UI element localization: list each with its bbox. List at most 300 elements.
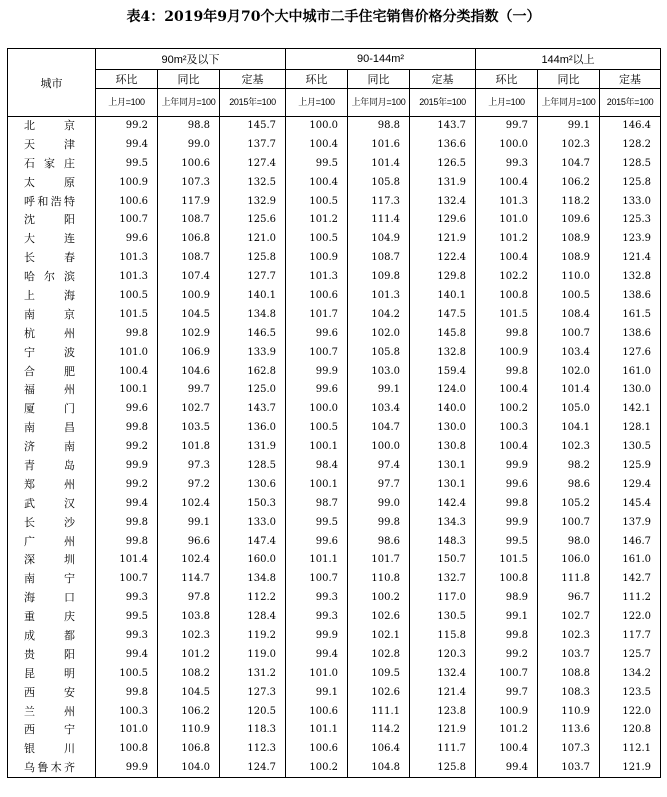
city-name: 银川 — [8, 740, 96, 759]
index-value: 100.4 — [476, 249, 538, 268]
index-value: 134.3 — [410, 513, 476, 532]
index-value: 118.3 — [220, 721, 286, 740]
index-value: 102.9 — [158, 324, 220, 343]
index-value: 100.6 — [286, 702, 348, 721]
table-row — [8, 683, 661, 702]
index-value: 99.3 — [96, 627, 158, 646]
index-value: 124.7 — [220, 759, 286, 778]
index-value: 102.7 — [158, 400, 220, 419]
index-value: 137.9 — [600, 513, 661, 532]
index-value: 102.3 — [538, 438, 600, 457]
city-name: 大连 — [8, 230, 96, 249]
index-value: 101.0 — [96, 343, 158, 362]
index-value: 99.6 — [96, 400, 158, 419]
table-row — [8, 268, 661, 287]
index-value: 104.6 — [158, 362, 220, 381]
city-name: 上海 — [8, 287, 96, 306]
index-value: 99.9 — [96, 759, 158, 778]
index-value: 100.4 — [96, 362, 158, 381]
table-row — [8, 513, 661, 532]
index-value: 101.0 — [286, 664, 348, 683]
index-value: 136.6 — [410, 135, 476, 154]
sub-header-mom: 环比 — [476, 70, 538, 89]
index-value: 117.3 — [348, 192, 410, 211]
city-name: 海口 — [8, 589, 96, 608]
index-value: 100.9 — [476, 343, 538, 362]
index-value: 146.7 — [600, 532, 661, 551]
index-value: 104.7 — [348, 419, 410, 438]
index-value: 140.0 — [410, 400, 476, 419]
table-row — [8, 324, 661, 343]
index-value: 100.1 — [286, 438, 348, 457]
index-value: 99.5 — [286, 154, 348, 173]
index-value: 106.8 — [158, 230, 220, 249]
index-value: 101.7 — [348, 551, 410, 570]
index-value: 125.3 — [600, 211, 661, 230]
index-value: 108.7 — [158, 211, 220, 230]
index-value: 103.7 — [538, 645, 600, 664]
index-value: 100.4 — [476, 740, 538, 759]
index-value: 99.8 — [476, 324, 538, 343]
city-name: 郑州 — [8, 475, 96, 494]
city-name: 广州 — [8, 532, 96, 551]
index-value: 99.0 — [158, 135, 220, 154]
index-value: 130.6 — [220, 475, 286, 494]
index-value: 99.8 — [96, 683, 158, 702]
index-value: 107.3 — [158, 173, 220, 192]
index-value: 99.7 — [158, 381, 220, 400]
group-header-medium: 90-144m² — [286, 49, 476, 70]
index-value: 109.8 — [348, 268, 410, 287]
index-value: 99.9 — [476, 457, 538, 476]
index-value: 130.0 — [600, 381, 661, 400]
index-value: 100.5 — [286, 230, 348, 249]
index-value: 101.2 — [476, 721, 538, 740]
index-value: 100.2 — [348, 589, 410, 608]
index-value: 114.2 — [348, 721, 410, 740]
base-label-prev-month: 上月=100 — [476, 89, 538, 117]
index-value: 142.1 — [600, 400, 661, 419]
index-value: 106.2 — [158, 702, 220, 721]
index-value: 100.6 — [286, 740, 348, 759]
index-value: 112.1 — [600, 740, 661, 759]
index-value: 99.9 — [96, 457, 158, 476]
index-value: 111.8 — [538, 570, 600, 589]
city-name: 呼和浩特 — [8, 192, 96, 211]
index-value: 100.9 — [96, 173, 158, 192]
index-value: 100.7 — [538, 513, 600, 532]
index-value: 101.4 — [348, 154, 410, 173]
index-value: 137.7 — [220, 135, 286, 154]
index-value: 104.2 — [348, 305, 410, 324]
index-value: 106.0 — [538, 551, 600, 570]
index-value: 97.8 — [158, 589, 220, 608]
index-value: 121.9 — [410, 721, 476, 740]
index-value: 101.5 — [476, 305, 538, 324]
index-value: 112.2 — [220, 589, 286, 608]
index-value: 143.7 — [410, 117, 476, 136]
city-name: 福州 — [8, 381, 96, 400]
index-value: 99.3 — [286, 589, 348, 608]
table-title: 表4：2019年9月70个大中城市二手住宅销售价格分类指数（一） — [126, 9, 541, 25]
index-value: 107.4 — [158, 268, 220, 287]
index-value: 118.2 — [538, 192, 600, 211]
index-value: 96.6 — [158, 532, 220, 551]
index-value: 100.9 — [476, 702, 538, 721]
index-value: 159.4 — [410, 362, 476, 381]
index-value: 111.4 — [348, 211, 410, 230]
index-value: 98.4 — [286, 457, 348, 476]
index-value: 147.4 — [220, 532, 286, 551]
index-value: 99.0 — [348, 494, 410, 513]
index-value: 146.5 — [220, 324, 286, 343]
index-value: 138.6 — [600, 287, 661, 306]
index-value: 98.6 — [538, 475, 600, 494]
index-value: 99.6 — [286, 532, 348, 551]
index-value: 103.0 — [348, 362, 410, 381]
index-value: 104.5 — [158, 305, 220, 324]
index-value: 121.9 — [410, 230, 476, 249]
index-value: 100.5 — [286, 192, 348, 211]
city-name: 深圳 — [8, 551, 96, 570]
index-value: 161.0 — [600, 551, 661, 570]
index-value: 99.2 — [96, 475, 158, 494]
index-value: 102.3 — [538, 135, 600, 154]
city-name: 南宁 — [8, 570, 96, 589]
price-index-table — [7, 48, 661, 778]
index-value: 99.9 — [476, 513, 538, 532]
base-label-prev-year: 上年同月=100 — [538, 89, 600, 117]
index-value: 125.6 — [220, 211, 286, 230]
index-value: 101.5 — [96, 305, 158, 324]
index-value: 100.7 — [96, 570, 158, 589]
index-value: 100.7 — [538, 324, 600, 343]
index-value: 132.9 — [220, 192, 286, 211]
index-value: 100.6 — [158, 154, 220, 173]
index-value: 117.7 — [600, 627, 661, 646]
table-row — [8, 305, 661, 324]
index-value: 98.9 — [476, 589, 538, 608]
city-name: 重庆 — [8, 608, 96, 627]
index-value: 108.7 — [158, 249, 220, 268]
index-value: 146.4 — [600, 117, 661, 136]
index-value: 130.1 — [410, 475, 476, 494]
index-value: 100.6 — [96, 192, 158, 211]
table-row — [8, 400, 661, 419]
index-value: 101.5 — [476, 551, 538, 570]
table-row — [8, 381, 661, 400]
index-value: 125.7 — [600, 645, 661, 664]
city-name: 昆明 — [8, 664, 96, 683]
sub-header-yoy: 同比 — [538, 70, 600, 89]
index-value: 161.5 — [600, 305, 661, 324]
table-row — [8, 419, 661, 438]
table-row — [8, 551, 661, 570]
index-value: 119.0 — [220, 645, 286, 664]
index-value: 100.9 — [158, 287, 220, 306]
index-value: 108.2 — [158, 664, 220, 683]
index-value: 99.1 — [348, 381, 410, 400]
city-name: 北京 — [8, 117, 96, 136]
index-value: 127.4 — [220, 154, 286, 173]
index-value: 138.6 — [600, 324, 661, 343]
index-value: 98.2 — [538, 457, 600, 476]
city-name: 西安 — [8, 683, 96, 702]
index-value: 101.4 — [96, 551, 158, 570]
city-name: 哈尔滨 — [8, 268, 96, 287]
index-value: 115.8 — [410, 627, 476, 646]
index-value: 102.0 — [538, 362, 600, 381]
index-value: 133.0 — [600, 192, 661, 211]
table-row — [8, 438, 661, 457]
city-name: 天津 — [8, 135, 96, 154]
index-value: 100.4 — [286, 135, 348, 154]
index-value: 99.1 — [476, 608, 538, 627]
city-name: 长沙 — [8, 513, 96, 532]
city-name: 太原 — [8, 173, 96, 192]
city-name: 武汉 — [8, 494, 96, 513]
index-value: 100.5 — [96, 287, 158, 306]
index-value: 99.5 — [286, 513, 348, 532]
index-value: 142.7 — [600, 570, 661, 589]
index-value: 101.4 — [538, 381, 600, 400]
index-value: 99.2 — [476, 645, 538, 664]
sub-header-fixed: 定基 — [410, 70, 476, 89]
index-value: 101.0 — [96, 721, 158, 740]
index-value: 99.8 — [96, 513, 158, 532]
index-value: 99.4 — [96, 135, 158, 154]
index-value: 100.4 — [476, 173, 538, 192]
index-value: 140.1 — [410, 287, 476, 306]
index-value: 100.5 — [96, 664, 158, 683]
index-value: 105.2 — [538, 494, 600, 513]
index-value: 100.2 — [286, 759, 348, 778]
index-value: 103.4 — [348, 400, 410, 419]
index-value: 100.8 — [96, 740, 158, 759]
table-row — [8, 740, 661, 759]
index-value: 133.0 — [220, 513, 286, 532]
city-name: 青岛 — [8, 457, 96, 476]
index-value: 102.4 — [158, 551, 220, 570]
index-value: 105.8 — [348, 343, 410, 362]
table-row — [8, 135, 661, 154]
index-value: 99.8 — [476, 627, 538, 646]
index-value: 98.0 — [538, 532, 600, 551]
index-value: 99.8 — [348, 513, 410, 532]
table-row — [8, 721, 661, 740]
index-value: 130.5 — [410, 608, 476, 627]
index-value: 122.4 — [410, 249, 476, 268]
index-value: 99.2 — [96, 117, 158, 136]
index-value: 99.5 — [96, 608, 158, 627]
index-value: 100.8 — [476, 287, 538, 306]
index-value: 102.3 — [538, 627, 600, 646]
index-value: 110.9 — [538, 702, 600, 721]
table-row — [8, 362, 661, 381]
index-value: 100.1 — [96, 381, 158, 400]
index-value: 127.3 — [220, 683, 286, 702]
base-label-2015: 2015年=100 — [410, 89, 476, 117]
index-value: 100.7 — [286, 570, 348, 589]
index-value: 128.5 — [600, 154, 661, 173]
index-value: 101.1 — [286, 551, 348, 570]
index-value: 100.0 — [348, 438, 410, 457]
index-value: 101.1 — [286, 721, 348, 740]
index-value: 127.7 — [220, 268, 286, 287]
index-value: 97.7 — [348, 475, 410, 494]
table-row — [8, 702, 661, 721]
table-row — [8, 192, 661, 211]
table-row — [8, 154, 661, 173]
index-value: 130.1 — [410, 457, 476, 476]
index-value: 128.2 — [600, 135, 661, 154]
index-value: 145.8 — [410, 324, 476, 343]
index-value: 108.8 — [538, 664, 600, 683]
table-row — [8, 475, 661, 494]
table-row — [8, 287, 661, 306]
index-value: 103.7 — [538, 759, 600, 778]
index-value: 133.9 — [220, 343, 286, 362]
city-column-header: 城市 — [8, 49, 96, 117]
index-value: 132.8 — [600, 268, 661, 287]
index-value: 96.7 — [538, 589, 600, 608]
index-value: 132.4 — [410, 664, 476, 683]
index-value: 161.0 — [600, 362, 661, 381]
table-row — [8, 589, 661, 608]
index-value: 102.3 — [158, 627, 220, 646]
index-value: 105.8 — [348, 173, 410, 192]
index-value: 100.7 — [476, 664, 538, 683]
index-value: 132.4 — [410, 192, 476, 211]
index-value: 132.8 — [410, 343, 476, 362]
table-row — [8, 494, 661, 513]
index-value: 130.0 — [410, 419, 476, 438]
index-value: 99.8 — [476, 494, 538, 513]
index-value: 104.7 — [538, 154, 600, 173]
index-value: 99.7 — [476, 117, 538, 136]
index-value: 106.4 — [348, 740, 410, 759]
index-value: 117.0 — [410, 589, 476, 608]
index-value: 101.2 — [158, 645, 220, 664]
index-value: 145.4 — [600, 494, 661, 513]
index-value: 104.5 — [158, 683, 220, 702]
table-row — [8, 230, 661, 249]
base-label-prev-month: 上月=100 — [286, 89, 348, 117]
index-value: 132.7 — [410, 570, 476, 589]
index-value: 134.2 — [600, 664, 661, 683]
index-value: 113.6 — [538, 721, 600, 740]
table-row — [8, 532, 661, 551]
index-value: 99.4 — [476, 759, 538, 778]
index-value: 102.4 — [158, 494, 220, 513]
index-value: 97.3 — [158, 457, 220, 476]
index-value: 100.5 — [538, 287, 600, 306]
index-value: 129.4 — [600, 475, 661, 494]
index-value: 136.0 — [220, 419, 286, 438]
index-value: 101.2 — [286, 211, 348, 230]
index-value: 110.9 — [158, 721, 220, 740]
index-value: 112.3 — [220, 740, 286, 759]
index-value: 101.3 — [286, 268, 348, 287]
index-value: 99.6 — [96, 230, 158, 249]
index-value: 107.3 — [538, 740, 600, 759]
index-value: 109.5 — [348, 664, 410, 683]
index-value: 108.4 — [538, 305, 600, 324]
index-value: 100.3 — [96, 702, 158, 721]
index-value: 100.4 — [286, 173, 348, 192]
index-value: 102.6 — [348, 608, 410, 627]
index-value: 100.6 — [286, 287, 348, 306]
table-row — [8, 570, 661, 589]
index-value: 102.7 — [538, 608, 600, 627]
index-value: 121.0 — [220, 230, 286, 249]
index-value: 99.6 — [286, 324, 348, 343]
index-value: 120.3 — [410, 645, 476, 664]
index-value: 105.0 — [538, 400, 600, 419]
index-value: 130.5 — [600, 438, 661, 457]
index-value: 126.5 — [410, 154, 476, 173]
city-name: 成都 — [8, 627, 96, 646]
index-value: 131.9 — [220, 438, 286, 457]
base-label-prev-month: 上月=100 — [96, 89, 158, 117]
index-value: 99.6 — [476, 475, 538, 494]
table-row — [8, 343, 661, 362]
city-name: 长春 — [8, 249, 96, 268]
index-value: 119.2 — [220, 627, 286, 646]
index-value: 99.1 — [538, 117, 600, 136]
index-value: 123.9 — [600, 230, 661, 249]
index-value: 98.8 — [158, 117, 220, 136]
table-row — [8, 117, 661, 136]
index-value: 100.3 — [476, 419, 538, 438]
index-value: 128.5 — [220, 457, 286, 476]
index-value: 131.9 — [410, 173, 476, 192]
index-value: 100.0 — [476, 135, 538, 154]
index-value: 104.8 — [348, 759, 410, 778]
index-value: 102.8 — [348, 645, 410, 664]
index-value: 120.5 — [220, 702, 286, 721]
index-value: 111.7 — [410, 740, 476, 759]
index-value: 150.7 — [410, 551, 476, 570]
index-value: 125.9 — [600, 457, 661, 476]
index-value: 97.2 — [158, 475, 220, 494]
group-header-large: 144m²以上 — [476, 49, 661, 70]
index-value: 108.7 — [348, 249, 410, 268]
index-value: 99.9 — [286, 627, 348, 646]
sub-header-yoy: 同比 — [158, 70, 220, 89]
index-value: 100.5 — [286, 419, 348, 438]
index-value: 109.6 — [538, 211, 600, 230]
index-value: 128.4 — [220, 608, 286, 627]
index-value: 110.0 — [538, 268, 600, 287]
index-value: 121.9 — [600, 759, 661, 778]
index-value: 100.9 — [286, 249, 348, 268]
index-value: 101.3 — [476, 192, 538, 211]
index-value: 99.4 — [286, 645, 348, 664]
index-value: 100.7 — [96, 211, 158, 230]
index-value: 98.8 — [348, 117, 410, 136]
index-value: 125.0 — [220, 381, 286, 400]
sub-header-fixed: 定基 — [600, 70, 661, 89]
index-value: 147.5 — [410, 305, 476, 324]
index-value: 123.8 — [410, 702, 476, 721]
index-value: 100.2 — [476, 400, 538, 419]
index-value: 120.8 — [600, 721, 661, 740]
index-value: 99.8 — [96, 532, 158, 551]
index-value: 99.8 — [96, 419, 158, 438]
index-value: 128.1 — [600, 419, 661, 438]
sub-header-mom: 环比 — [96, 70, 158, 89]
